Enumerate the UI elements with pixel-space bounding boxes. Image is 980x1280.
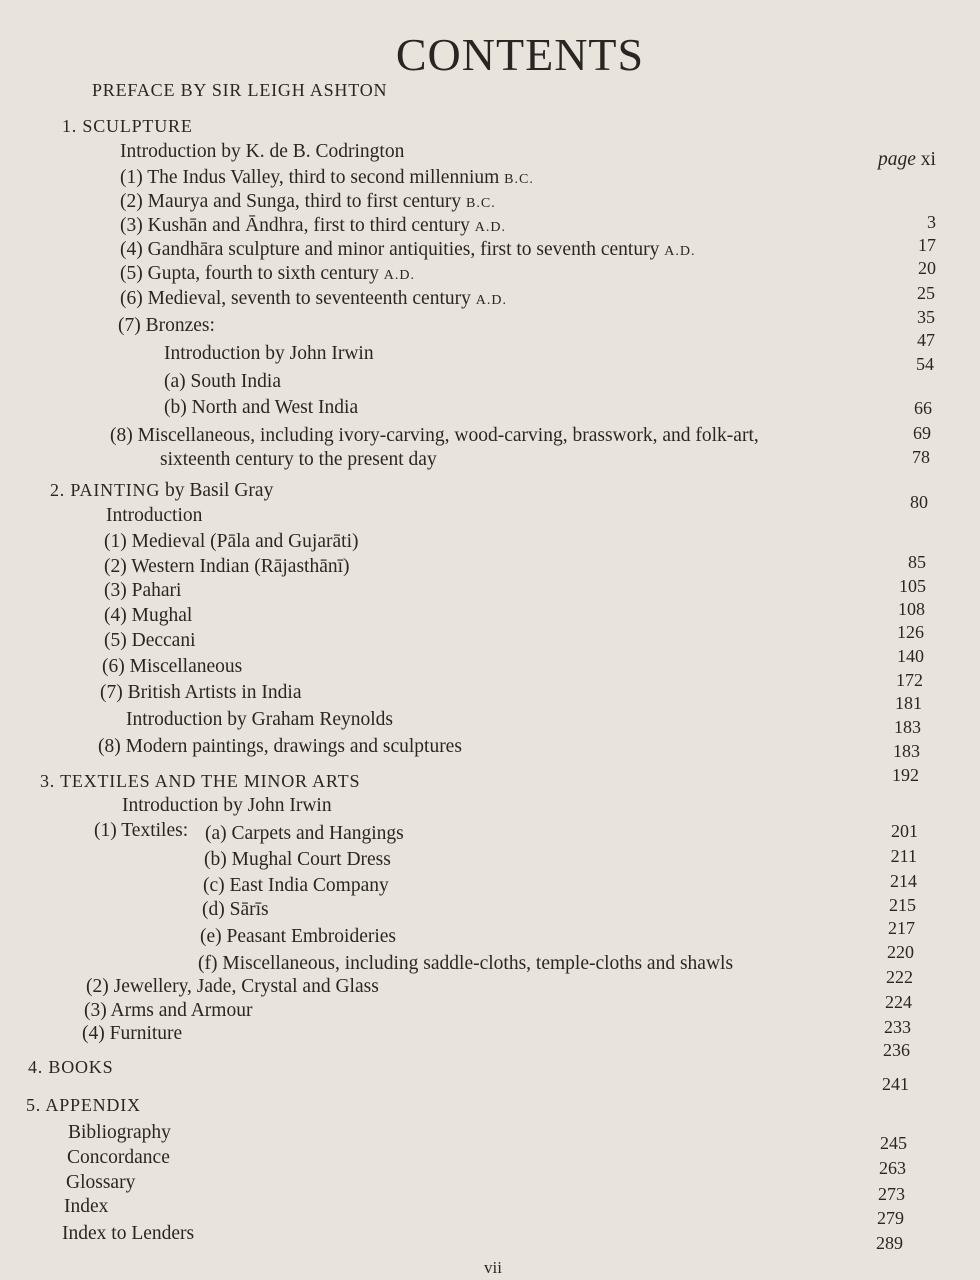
page-number: 181 [895, 693, 922, 713]
page-title: CONTENTS [395, 29, 645, 80]
era: A.D. [664, 244, 696, 259]
textiles-arms: (3) Arms and Armour [84, 1000, 253, 1021]
page-number: 66 [914, 398, 932, 418]
page-number: 47 [917, 330, 935, 350]
appendix-glossary: Glossary [66, 1172, 136, 1193]
painting-item-8: (8) Modern paintings, drawings and sculptures [98, 736, 462, 757]
page-number: 20 [918, 258, 936, 278]
era: B.C. [466, 196, 496, 211]
textiles-sub-d: (d) Sārīs [202, 899, 269, 920]
folio-page-number: vii [484, 1258, 502, 1277]
painting-item-3: (3) Pahari [104, 580, 182, 601]
page-number: 3 [927, 212, 936, 232]
section-sculpture-heading: 1. SCULPTURE [62, 116, 193, 136]
appendix-bibliography: Bibliography [68, 1122, 171, 1143]
sculpture-item-3 [120, 214, 506, 240]
british-artists-intro: Introduction by Graham Reynolds [126, 709, 393, 730]
textiles-sub-c: (c) East India Company [203, 875, 389, 896]
page-xi: xi [920, 149, 936, 170]
sculpture-item-6 [120, 287, 507, 313]
bronzes-north-west-india: (b) North and West India [164, 397, 359, 418]
page-number: 273 [878, 1184, 905, 1204]
page-number: 245 [880, 1133, 907, 1153]
painting-item-4: (4) Mughal [104, 605, 193, 626]
sculpture-misc-line1: (8) Miscellaneous, including ivory-carving, wood-carving, brasswork, and folk-art, [110, 425, 759, 446]
textiles-furniture: (4) Furniture [82, 1023, 183, 1044]
painting-item-6: (6) Miscellaneous [102, 656, 243, 677]
painting-item-7: (7) British Artists in India [100, 682, 302, 703]
section-appendix-heading: 5. APPENDIX [26, 1095, 141, 1115]
preface-heading: PREFACE BY SIR LEIGH ASHTON [92, 80, 388, 100]
section-books-heading: 4. BOOKS [28, 1057, 114, 1077]
textiles-label: (1) Textiles: [94, 820, 189, 841]
page-number: 69 [913, 423, 931, 443]
item-text: (1) The Indus Valley, third to second millennium [120, 167, 505, 188]
page-number: 192 [892, 765, 919, 785]
section-textiles-heading: 3. TEXTILES AND THE MINOR ARTS [40, 771, 361, 791]
page-number: 140 [897, 646, 924, 666]
page-number: 279 [877, 1208, 904, 1228]
page-number: 211 [890, 846, 917, 866]
page-number: 289 [876, 1233, 903, 1253]
page-number: 220 [887, 942, 914, 962]
item-text: (4) Gandhāra sculpture and minor antiquities, first to seventh century [120, 239, 665, 260]
painting-intro: Introduction [106, 505, 203, 526]
page-number: 201 [891, 821, 918, 841]
painting-item-2: (2) Western Indian (Rājasthānī) [104, 556, 350, 577]
page-prefix: page [878, 149, 916, 170]
textiles-jewellery: (2) Jewellery, Jade, Crystal and Glass [86, 976, 379, 997]
page-number: 241 [882, 1074, 909, 1094]
page-label [878, 148, 936, 172]
page-number: 108 [898, 599, 925, 619]
appendix-concordance: Concordance [67, 1147, 170, 1168]
sculpture-item-1 [120, 166, 534, 192]
page-number: 172 [896, 670, 923, 690]
page-number: 126 [897, 622, 924, 642]
era: A.D. [383, 268, 415, 283]
page-number: 233 [884, 1017, 911, 1037]
bronzes-south-india: (a) South India [164, 371, 281, 392]
page-number: 224 [885, 992, 912, 1012]
page-number: 222 [886, 967, 913, 987]
page-number: 78 [912, 447, 930, 467]
page-number: 105 [899, 576, 926, 596]
sculpture-misc-line2: sixteenth century to the present day [160, 449, 437, 470]
sculpture-intro: Introduction by K. de B. Codrington [120, 141, 405, 162]
era: B.C. [504, 172, 534, 187]
item-text: (6) Medieval, seventh to seventeenth century [120, 288, 476, 309]
sculpture-item-2 [120, 190, 496, 216]
page-number: 183 [894, 717, 921, 737]
page-number: 85 [908, 552, 926, 572]
appendix-index-to-lenders: Index to Lenders [62, 1223, 195, 1244]
painting-heading-author: by Basil Gray [160, 480, 274, 501]
sculpture-item-5 [120, 262, 415, 288]
page-number: 236 [883, 1040, 910, 1060]
era: A.D. [474, 220, 506, 235]
textiles-sub-f: (f) Miscellaneous, including saddle-cloths, temple-cloths and shawls [198, 953, 734, 974]
item-text: (5) Gupta, fourth to sixth century [120, 263, 384, 284]
page-number: 215 [889, 895, 916, 915]
page-number: 214 [890, 871, 917, 891]
painting-item-5: (5) Deccani [104, 630, 196, 651]
page-number: 80 [910, 492, 928, 512]
item-text: (3) Kushān and Āndhra, first to third century [120, 215, 475, 236]
painting-item-1: (1) Medieval (Pāla and Gujarāti) [104, 531, 359, 552]
sculpture-bronzes: (7) Bronzes: [118, 315, 215, 336]
page-number: 17 [918, 235, 936, 255]
era: A.D. [475, 293, 507, 308]
sculpture-item-4 [120, 238, 695, 264]
painting-heading-caps: 2. PAINTING [50, 480, 161, 500]
page-number: 263 [879, 1158, 906, 1178]
textiles-sub-b: (b) Mughal Court Dress [204, 849, 391, 870]
textiles-sub-e: (e) Peasant Embroideries [200, 926, 397, 947]
item-text: (2) Maurya and Sunga, third to first century [120, 191, 467, 212]
page-number: 183 [893, 741, 920, 761]
textiles-intro: Introduction by John Irwin [122, 795, 332, 816]
bronzes-intro: Introduction by John Irwin [164, 343, 374, 364]
appendix-index: Index [64, 1196, 109, 1217]
page-number: 35 [917, 307, 935, 327]
page-number: 25 [917, 283, 935, 303]
section-painting-heading [50, 478, 273, 503]
page-number: 217 [888, 918, 915, 938]
page-number: 54 [916, 354, 934, 374]
textiles-sub-a: (a) Carpets and Hangings [205, 823, 404, 844]
